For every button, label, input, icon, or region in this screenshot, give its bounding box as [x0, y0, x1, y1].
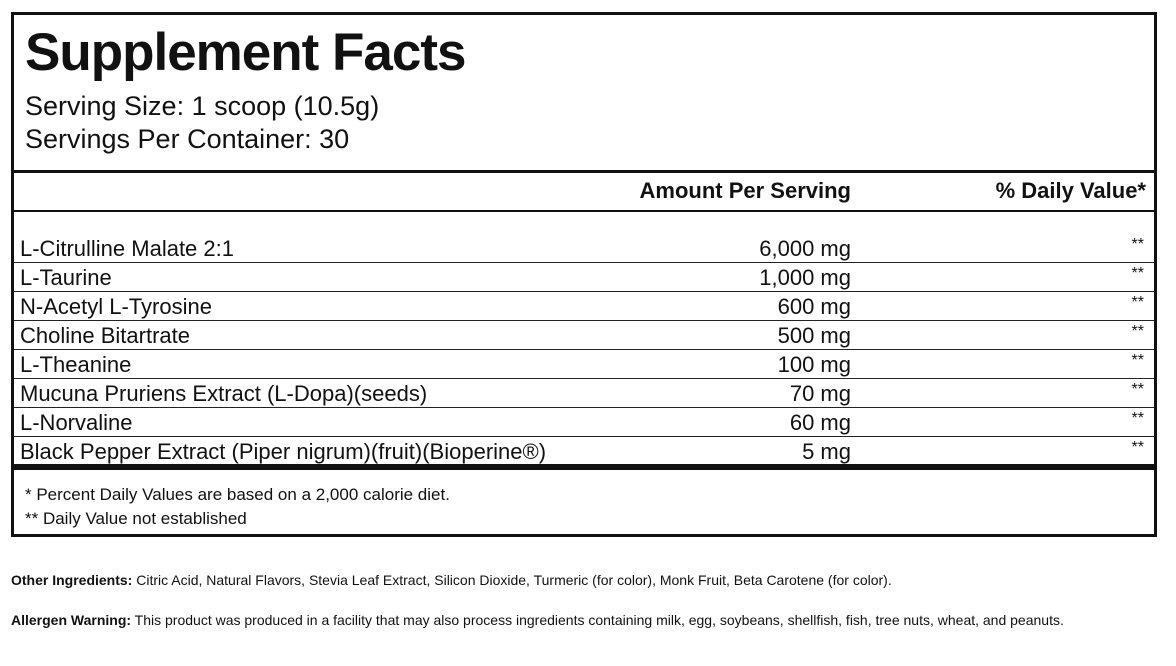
- table-row: [14, 379, 1154, 408]
- ingredient-daily-value: **: [1131, 294, 1144, 311]
- ingredient-amount: 6,000 mg: [759, 236, 851, 261]
- ingredient-amount: 600 mg: [777, 294, 851, 319]
- ingredient-name: L-Citrulline Malate 2:1: [20, 236, 234, 261]
- ingredient-name: N-Acetyl L-Tyrosine: [20, 294, 212, 319]
- ingredient-daily-value: **: [1131, 439, 1144, 456]
- allergen-warning-text: This product was produced in a facility that may also process ingredients containing milk, egg, soybeans, shellfish, fish, tree nuts, wheat, and peanuts.: [131, 612, 1064, 628]
- table-row: [14, 292, 1154, 321]
- ingredient-name: Choline Bitartrate: [20, 323, 190, 348]
- ingredient-daily-value: **: [1131, 352, 1144, 369]
- ingredient-daily-value: **: [1131, 323, 1144, 340]
- ingredient-name: L-Taurine: [20, 265, 112, 290]
- table-row: [14, 437, 1154, 466]
- panel-title: Supplement Facts: [25, 23, 466, 82]
- divider-top: [14, 170, 1154, 173]
- footnote-percent: * Percent Daily Values are based on a 2,000 calorie diet.: [25, 485, 450, 504]
- ingredient-table: [14, 234, 1154, 466]
- other-ingredients-text: Citric Acid, Natural Flavors, Stevia Leaf Extract, Silicon Dioxide, Turmeric (for color), Monk Fruit, Beta Carotene (for color).: [132, 572, 892, 588]
- ingredient-name: Mucuna Pruriens Extract (L-Dopa)(seeds): [20, 381, 428, 406]
- servings-per-container: Servings Per Container: 30: [25, 124, 350, 154]
- table-row: [14, 350, 1154, 379]
- allergen-warning: [11, 611, 1161, 631]
- supplement-facts-panel: [11, 12, 1157, 537]
- allergen-warning-label: Allergen Warning:: [11, 612, 132, 628]
- header-daily-value: % Daily Value*: [995, 178, 1146, 203]
- ingredient-daily-value: **: [1131, 265, 1144, 282]
- ingredient-amount: 1,000 mg: [759, 265, 851, 290]
- ingredient-name: L-Theanine: [20, 352, 132, 377]
- ingredient-daily-value: **: [1131, 410, 1144, 427]
- serving-size: Serving Size: 1 scoop (10.5g): [25, 91, 380, 121]
- ingredient-name: L-Norvaline: [20, 410, 133, 435]
- ingredient-amount: 60 mg: [789, 410, 851, 435]
- ingredient-daily-value: **: [1131, 236, 1144, 253]
- ingredient-amount: 70 mg: [789, 381, 851, 406]
- ingredient-daily-value: **: [1131, 381, 1144, 398]
- table-row: [14, 408, 1154, 437]
- ingredient-amount: 100 mg: [777, 352, 851, 377]
- header-amount-per-serving: Amount Per Serving: [639, 178, 851, 203]
- divider-header: [14, 210, 1154, 212]
- other-ingredients-label: Other Ingredients:: [11, 572, 133, 588]
- table-row: [14, 263, 1154, 292]
- ingredient-amount: 5 mg: [802, 439, 851, 464]
- table-row: [14, 321, 1154, 350]
- table-row: [14, 234, 1154, 263]
- other-ingredients: [11, 571, 1161, 591]
- divider-bottom: [14, 464, 1154, 470]
- ingredient-amount: 500 mg: [777, 323, 851, 348]
- footnote-not-established: ** Daily Value not established: [25, 509, 247, 528]
- ingredient-name: Black Pepper Extract (Piper nigrum)(fruit)(Bioperine®): [20, 439, 547, 464]
